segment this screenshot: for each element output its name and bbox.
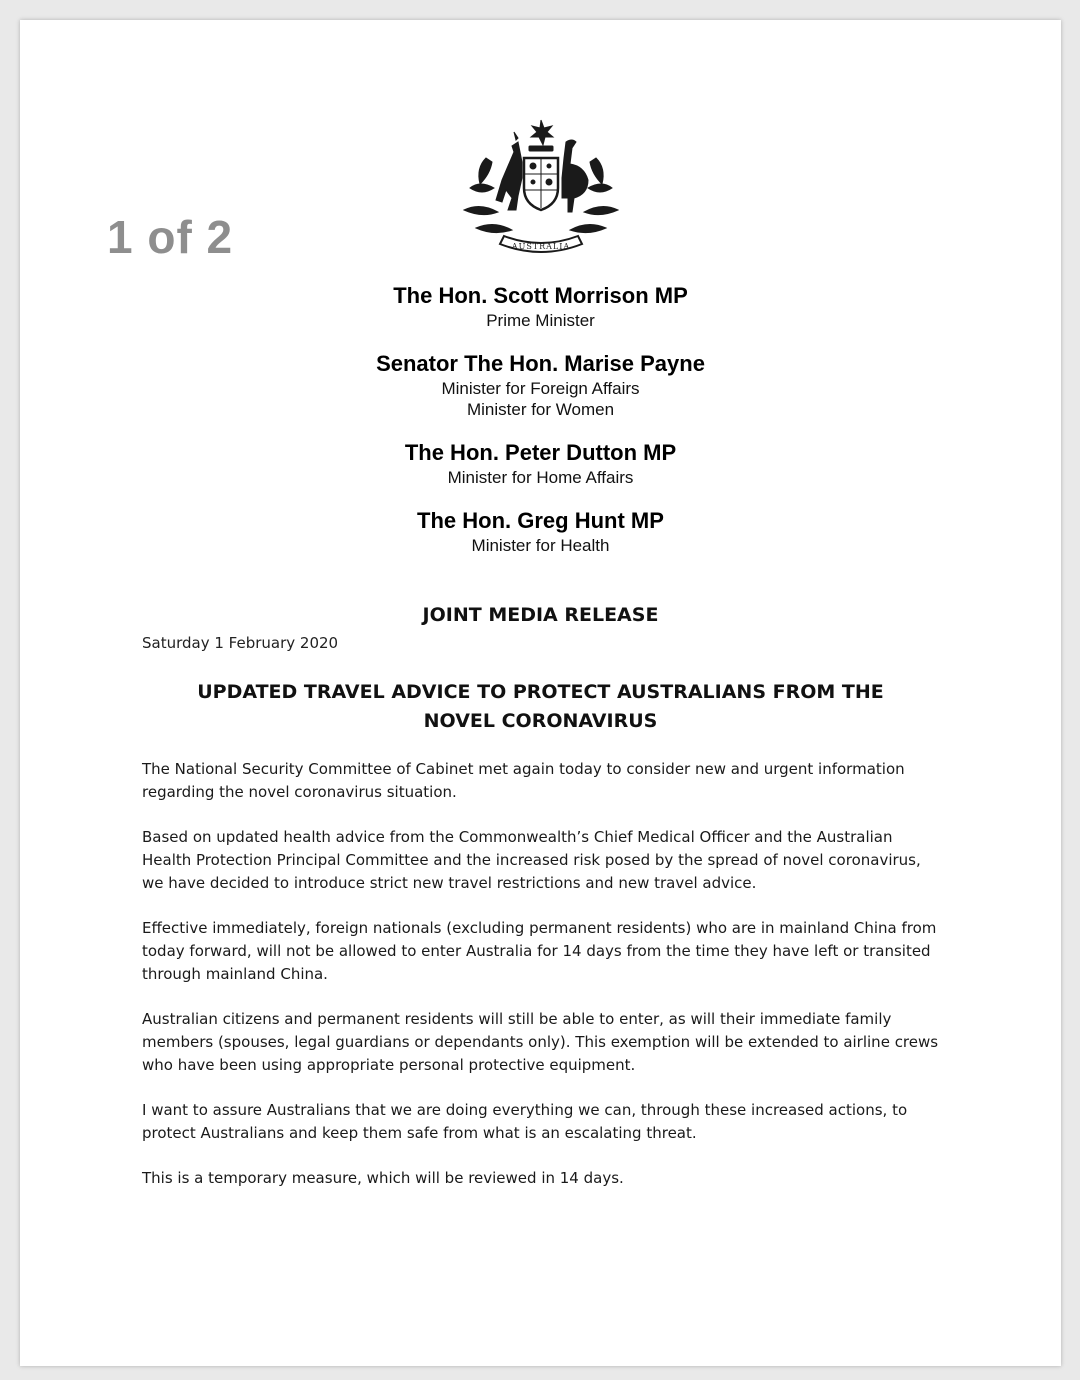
minister-name: The Hon. Peter Dutton MP	[404, 440, 677, 465]
minister-role: Minister for Home Affairs	[447, 468, 634, 487]
document-page	[20, 20, 1061, 1366]
minister-name: The Hon. Scott Morrison MP	[393, 283, 688, 308]
minister-entry	[20, 350, 1061, 420]
minister-name: Senator The Hon. Marise Payne	[376, 351, 705, 376]
page-counter: 1 of 2	[107, 211, 234, 263]
minister-name: The Hon. Greg Hunt MP	[417, 508, 664, 533]
minister-entry	[20, 439, 1061, 488]
minister-entry	[20, 507, 1061, 556]
minister-role: Prime Minister	[486, 311, 595, 330]
minister-role: Minister for Women	[466, 400, 615, 419]
body-paragraph: I want to assure Australians that we are doing everything we can, through these increased actions, to protect Australians and keep them safe from what is an escalating threat.	[142, 1101, 908, 1142]
crest-scroll-text: AUSTRALIA	[511, 242, 571, 251]
commonwealth-star-icon	[531, 120, 553, 145]
minister-role: Minister for Health	[471, 536, 610, 555]
release-body	[142, 758, 942, 1212]
minister-list	[20, 282, 1061, 575]
body-paragraph: Australian citizens and permanent residents will still be able to enter, as will their immediate family members (spouses, legal guardians or dependants only). This exemption will be extended to airline crews who have been using appropriate personal protective equipment.	[142, 1010, 939, 1074]
coat-of-arms-emblem	[446, 118, 636, 258]
minister-entry	[20, 282, 1061, 331]
body-paragraph: Effective immediately, foreign nationals (excluding permanent residents) who are in mainland China from today forward, will not be allowed to enter Australia for 14 days from the time they have left or transited through mainland China.	[142, 919, 937, 983]
release-date: Saturday 1 February 2020	[142, 634, 339, 652]
body-paragraph: The National Security Committee of Cabinet met again today to consider new and urgent information regarding the novel coronavirus situation.	[142, 760, 905, 801]
release-type-heading: JOINT MEDIA RELEASE	[422, 604, 659, 626]
body-paragraph: Based on updated health advice from the Commonwealth’s Chief Medical Officer and the Australian Health Protection Principal Committee and the increased risk posed by the spread of novel coronavirus, we have decided to introduce strict new travel restrictions and new travel advice.	[142, 828, 921, 892]
minister-role: Minister for Foreign Affairs	[441, 379, 640, 398]
body-paragraph: This is a temporary measure, which will be reviewed in 14 days.	[142, 1169, 624, 1187]
release-headline: UPDATED TRAVEL ADVICE TO PROTECT AUSTRALIANS FROM THE NOVEL CORONAVIRUS	[197, 681, 884, 732]
